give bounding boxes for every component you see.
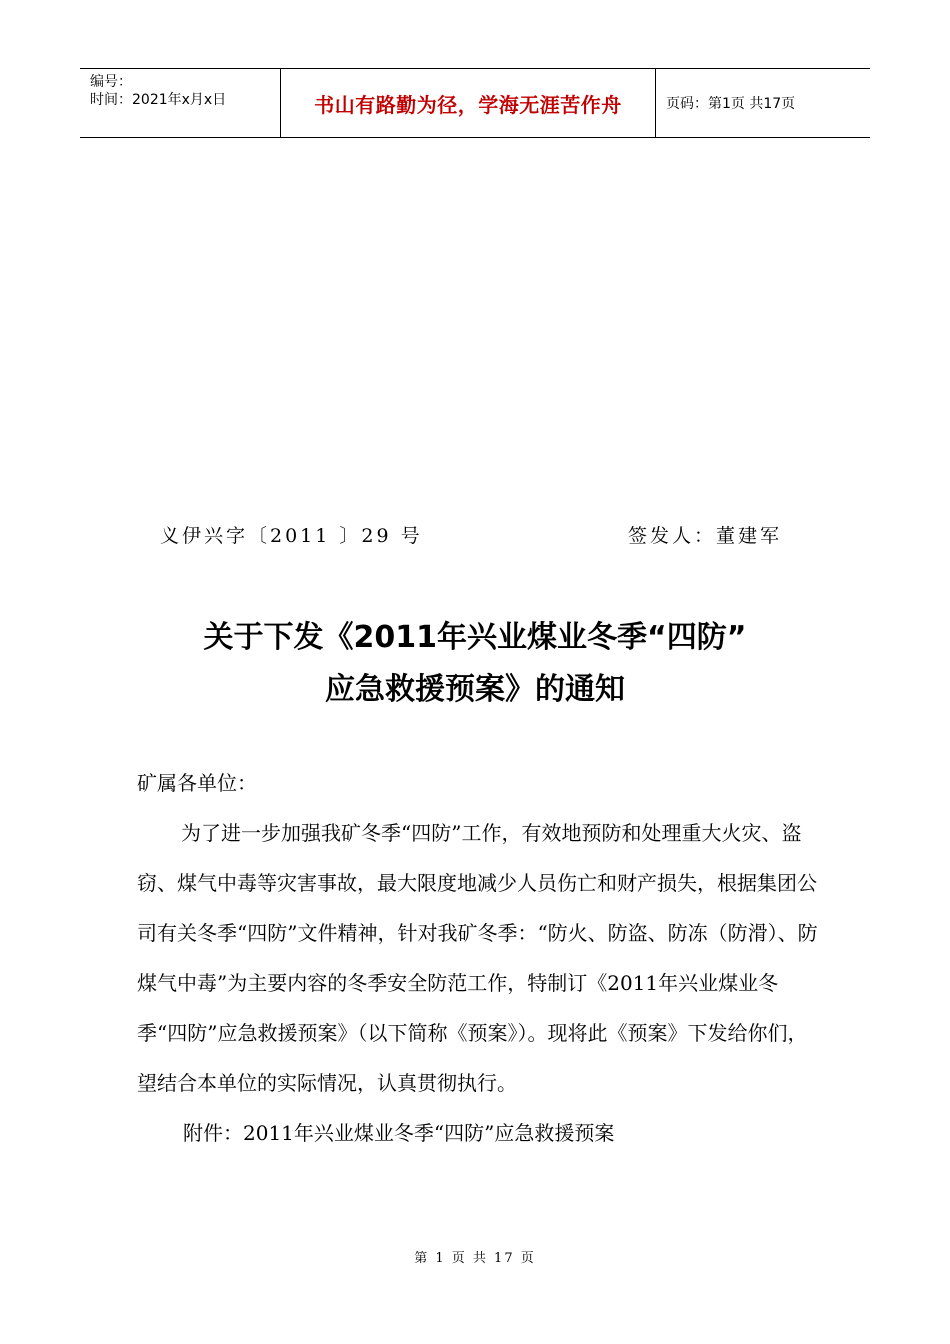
header-motto: 书山有路勤为径，学海无涯苦作舟 [281,69,656,137]
page-footer: 第 1 页 共 17 页 [414,1251,536,1266]
body-paragraph: 为了进一步加强我矿冬季“四防”工作，有效地预防和处理重大火灾、盗窃、煤气中毒等灾害事故，最大限度地减少人员伤亡和财产损失，根据集团公司有关冬季“四防”文件精神，针对我矿冬季：“防火、防盗、防冻（防滑）、防煤气中毒”为主要内容的冬季安全防范工作，特制订《2011年兴业煤业冬季“四防”应急救援预案》（以下简称《预案》）。现将此《预案》下发给你们，望结合本单位的实际情况，认真贯彻执行。 [137,821,818,1095]
header-meta [80,69,281,137]
document-number: 义伊兴字〔2011 〕29 号 [160,525,423,547]
attachment-line: 附件：2011年兴业煤业冬季“四防”应急救援预案 [183,1121,615,1145]
signer: 签发人：董建军 [628,525,783,547]
time-label: 时间：2021年x月x日 [90,92,227,108]
number-label: 编号： [90,74,132,90]
header-page-info: 页码：第1页 共17页 [666,96,796,112]
document-body [137,758,827,1158]
header-table [80,68,870,138]
salutation: 矿属各单位： [137,771,257,795]
document-title-line1: 关于下发《2011年兴业煤业冬季“四防” [203,620,747,655]
document-title-line2: 应急救援预案》的通知 [325,672,625,707]
